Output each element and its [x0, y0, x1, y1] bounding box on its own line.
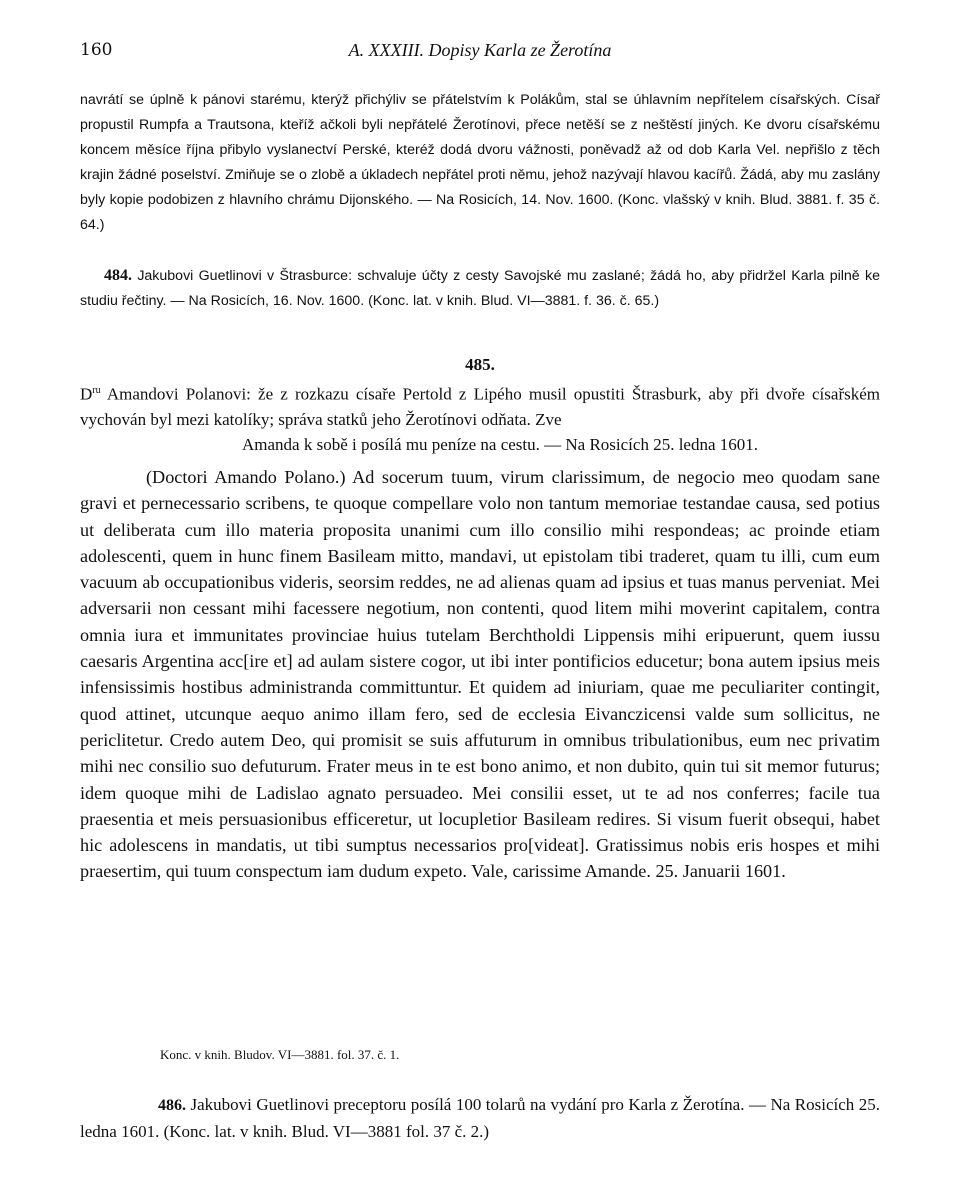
entry-484-text: Jakubovi Guetlinovi v Štrasburce: schvaluje účty z cesty Savojské mu zaslané; žádá ho, aby přidržel Karla pilně ke studiu řečtiny. — Na Rosicích, 16. Nov. 1600. (Konc. lat. v knih. Blud. VI—3881. f. 36. č. 65.) — [80, 268, 880, 309]
entry-486-text: Jakubovi Guetlinovi preceptoru posílá 100 tolarů na vydání pro Karla z Žerotína. — Na Rosicích 25. ledna 1601. (Konc. lat. v knih. Blud. VI—3881 fol. 37 č. 2.) — [80, 1095, 880, 1141]
entry-484 — [80, 263, 880, 314]
summary-line-1: Amandovi Polanovi: že z rozkazu císaře Pertold z Lipého musil opustiti Štrasburk, aby při dvoře císařském vychován byl mezi katolíky; správa statků jeho Žerotínovi odňata. Zve — [80, 384, 880, 429]
entry-485-source: Konc. v knih. Bludov. VI—3881. fol. 37. č. 1. — [160, 1047, 400, 1062]
summary-line-3: Amanda k sobě i posílá mu peníze na cestu. — Na Rosicích 25. ledna 1601. — [241, 434, 759, 454]
entry-486 — [80, 1092, 880, 1145]
summary-superscript: ru — [92, 385, 101, 396]
entry-486-number: 486. — [158, 1097, 186, 1114]
entry-485-letter: (Doctori Amando Polano.) Ad socerum tuum, virum clarissimum, de negocio meo quodam sane gravi et pernecessario scribens, te quoque compellare volo non tantum memoriae testandae causa, sed potius ut deliberata cum illo materia proposita unanimi cum illo consilio mihi respondeas; ac proinde etiam adolescenti, quem in hunc finem Basileam mitto, mandavi, ut epistolam tibi traderet, quam tu illi, cum eum vacuum ab occupationibus videris, seorsim reddes, ne ad alienas quam ad ipsius et tuas manus perveniat. Mei adversarii non cessant mihi facessere negotium, non contenti, quod litem mihi moverint capitalem, contra omnia iura et immunitates provinciae huius tutelam Berchtholdi Lippensis mihi eripuerunt, quem iussu caesaris Argentina acc[ire et] ad aulam sistere cogor, ut ibi inter pontificios educetur; bona autem ipsius meis infensissimis hostibus administranda committuntur. Et quidem ad iniuriam, quae me peculiariter contingit, quod attinet, utcunque aequo animo illam fero, sed de ecclesia Eivanczicensi valde sum sollicitus, ne periclitetur. Credo autem Deo, qui promisit se suis affuturum in omnibus tribulationibus, eum nec privatim mihi nec consilio suo defuturum. Frater meus in te est bono animo, et non dubito, quin tui sit memor futurus; idem quoque mihi de Ladislao agnato persuadeo. Mei consilii esset, ut te ad nos conferres; facile tua praesentia et meis persuasionibus efficeretur, ut locupletior Basileam redires. Si visum fuerit obsequi, habet hic adolescens in mandatis, ut tibi sumptus necessarios pro[videat]. Gratissimus nobis eris hospes et mihi praesertim, qui tuum conspectum iam dudum expeto. Vale, carissime Amande. 25. Januarii 1601. — [80, 467, 880, 882]
entry-485-summary — [80, 378, 880, 457]
running-title: A. XXXIII. Dopisy Karla ze Žerotína — [348, 40, 612, 60]
entry-484-number: 484. — [104, 267, 132, 284]
page-header — [80, 40, 880, 66]
entry-485-number: 485. — [465, 355, 495, 374]
continuation-paragraph: navrátí se úplně k pánovi starému, kterýž přichýliv se přátelstvím k Polákům, stal se úhlavním nepřítelem císařských. Císař propustil Rumpfa a Trautsona, kteříž ačkoli byli nepřátelé Žerotínovi, přece netěší se z neštěstí jiných. Ke dvoru císařskému koncem měsíce října přibylo vyslanectví Perské, kteréž dodá dvoru vážnosti, poněvadž až od dob Karla Vel. nepřišlo z těch krajin žádné poselství. Zmiňuje se o zlobě a úkladech nepřátel proti němu, jehož nazývají hlavou kacířů. Žádá, aby mu zaslány byly kopie podobizen z hlavního chrámu Dijonského. — Na Rosicích, 14. Nov. 1600. (Konc. vlašský v knih. Blud. 3881. f. 35 č. 64.) — [80, 92, 880, 233]
summary-prefix: D — [80, 384, 93, 404]
page-number: 160 — [80, 40, 113, 60]
